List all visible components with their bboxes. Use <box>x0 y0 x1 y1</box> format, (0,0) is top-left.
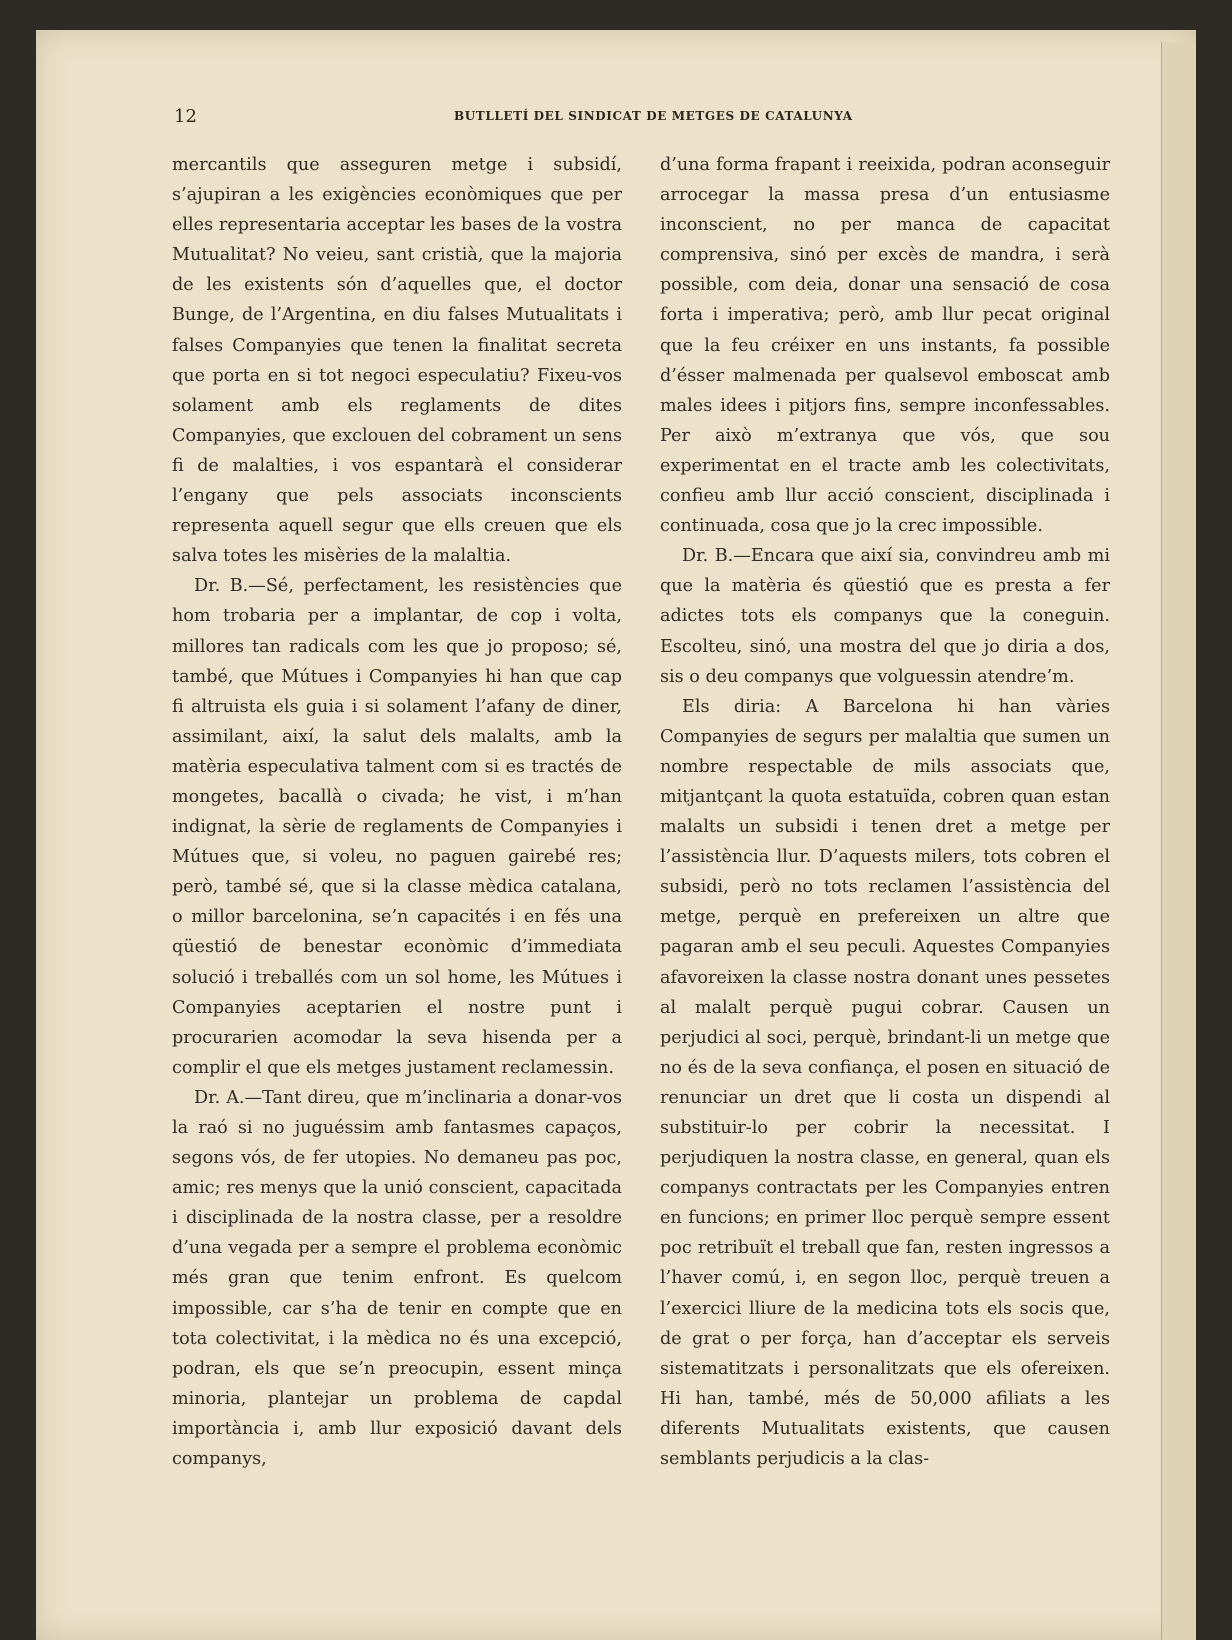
paragraph: Dr. B.—Encara que així sia, convindreu amb mi que la matèria és qüestió que es presta a fer adictes tots els companys que la coneguin. Escolteu, sinó, una mostra del que jo diria a dos, sis o deu companys que volguessin atendre’m. <box>660 546 1110 687</box>
paragraph: Dr. A.—Tant direu, que m’inclinaria a donar-vos la raó si no juguéssim amb fantasmes capaços, segons vós, de fer utopies. No demaneu pas poc, amic; res menys que la unió conscient, capacitada i disciplinada de la nostra classe, per a resoldre d’una vegada per a sempre el problema econòmic més gran que tenim enfront. Es quelcom impossible, car s’ha de tenir en compte que en tota colectivitat, i la mèdica no és una excepció, podran, els que se’n preocupin, essent minça minoria, plantejar un problema de capdal importància i, amb llur exposició davant dels companys, <box>172 1087 622 1470</box>
paragraph: d’una forma frapant i reeixida, podran aconseguir arrocegar la massa presa d’un entusiasme inconscient, no per manca de capacitat comprensiva, sinó per excès de mandra, i serà possible, com deia, donar una sensació de cosa forta i imperativa; però, amb llur pecat original que la feu créixer en uns instants, fa possible d’ésser malmenada per qualsevol emboscat amb males idees i pitjors fins, sempre inconfessables. Per això m’extranya que vós, que sou experimentat en el tracte amb les colectivitats, confieu amb llur acció conscient, disciplinada i continuada, cosa que jo la crec impossible. <box>660 155 1110 537</box>
left-column <box>172 150 622 1474</box>
paragraph: mercantils que asseguren metge i subsidí, s’ajupiran a les exigències econòmiques que per elles representaria acceptar les bases de la vostra Mutualitat? No veieu, sant cristià, que la majoria de les existents són d’aquelles que, el doctor Bunge, de l’Argentina, en diu falses Mutualitats i falses Companyies que tenen la finalitat secreta que porta en si tot negoci especulatiu? Fixeu-vos solament amb els reglaments de dites Companyies, que exclouen del cobrament un sens fi de malalties, i vos espantarà el considerar l’engany que pels associats inconscients representa aquell segur que ells creuen que els salva totes les misèries de la malaltia. <box>172 155 622 567</box>
page-number: 12 <box>174 106 197 127</box>
paragraph: Els diria: A Barcelona hi han vàries Companyies de segurs per malaltia que sumen un nombre respectable de mils associats que, mitjantçant la quota estatuïda, cobren quan estan malalts un subsidi i tenen dret a metge per l’assistència llur. D’aquests milers, tots cobren el subsidi, però no tots reclamen l’assistència del metge, perquè en prefereixen un altre que pagaran amb el seu peculi. Aquestes Companyies afavoreixen la classe nostra donant unes pessetes al malalt perquè pugui cobrar. Causen un perjudici al soci, perquè, brindant-li un metge que no és de la seva confiança, el posen en situació de renunciar un dret que li costa un dispendi al substituir-lo per cobrir la necessitat. I perjudiquen la nostra classe, en general, quan els companys contractats per les Companyies entren en funcions; en primer lloc perquè sempre essent poc retribuït el treball que fan, resten ingressos a l’haver comú, i, en segon lloc, perquè treuen a l’exercici lliure de la medicina tots els socis que, de grat o per força, han d’acceptar els serveis sistematitzats i personalitzats que els ofereixen. Hi han, també, més de 50,000 afiliats a les diferents Mutualitats existents, que causen semblants perjudicis a la clas- <box>660 696 1110 1470</box>
paragraph: Dr. B.—Sé, perfectament, les resistències que hom trobaria per a implantar, de cop i volta, millores tan radicals com les que jo proposo; sé, també, que Mútues i Companyies hi han que cap fi altruista els guia i si solament l’afany de diner, assimilant, així, la salut dels malalts, amb la matèria especulativa talment com si es tractés de mongetes, bacallà o civada; he vist, i m’han indignat, la sèrie de reglaments de Companyies i Mútues que, si voleu, no paguen gairebé res; però, també sé, que si la classe mèdica catalana, o millor barcelonina, se’n capacités i en fés una qüestió de benestar econòmic d’immediata solució i treballés com un sol home, les Mútues i Companyies aceptarien el nostre punt i procurarien acomodar la seva hisenda per a complir el que els metges justament reclamessin. <box>172 576 622 1078</box>
page-edge <box>1161 42 1196 1640</box>
right-column <box>660 150 1110 1474</box>
running-title: BUTLLETÍ DEL SINDICAT DE METGES DE CATALUNYA <box>454 109 853 123</box>
running-head <box>36 106 1196 128</box>
page-sheet <box>36 30 1196 1640</box>
